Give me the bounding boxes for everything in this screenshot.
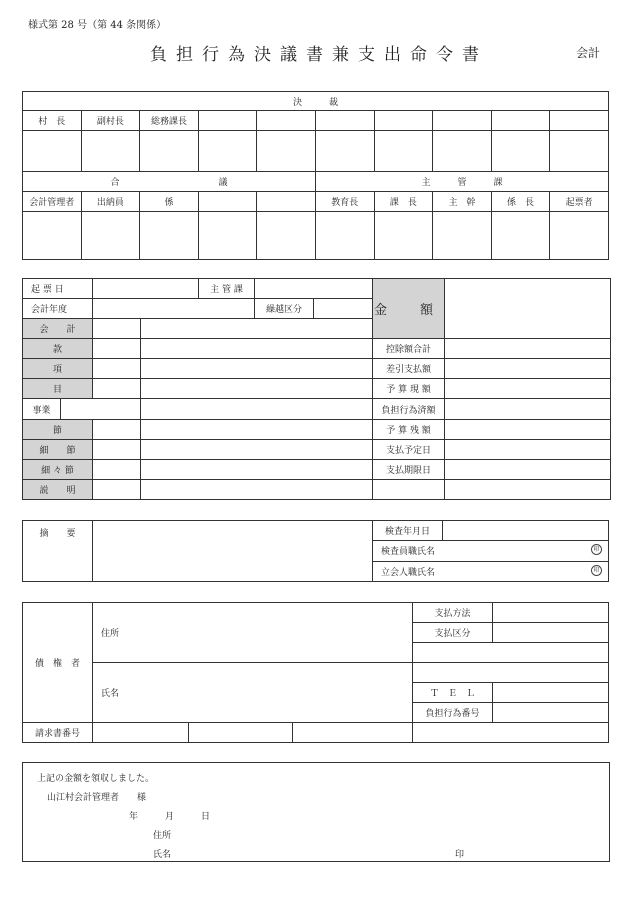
invoice-no-field[interactable] bbox=[293, 723, 413, 743]
right-label: 控除額合計 bbox=[373, 339, 445, 359]
jigyou-name[interactable] bbox=[141, 399, 373, 419]
seal-box[interactable] bbox=[81, 212, 140, 260]
seal-box[interactable] bbox=[550, 212, 609, 260]
right-label: 予 算 現 額 bbox=[373, 379, 445, 399]
moku-label: 目 bbox=[23, 379, 93, 399]
payment-method-label: 支払方法 bbox=[413, 603, 493, 623]
seal-icon: 印 bbox=[591, 544, 602, 555]
right-label: 負担行為済額 bbox=[373, 399, 445, 419]
kingaku-label: 金 額 bbox=[373, 279, 445, 339]
seal-box[interactable] bbox=[491, 212, 550, 260]
right-blank bbox=[373, 479, 445, 499]
seal-box[interactable] bbox=[257, 131, 316, 172]
kaikei-label: 会 計 bbox=[23, 319, 93, 339]
seal-icon: 印 bbox=[591, 565, 602, 576]
role-label: 主 幹 bbox=[433, 192, 492, 212]
summary-table bbox=[22, 520, 609, 582]
tekiyou-label: 摘 要 bbox=[23, 521, 93, 582]
role-label: 係 長 bbox=[491, 192, 550, 212]
right-field[interactable] bbox=[445, 359, 611, 379]
seal-box[interactable] bbox=[491, 131, 550, 172]
burden-no-field[interactable] bbox=[493, 703, 609, 723]
right-label: 支払期限日 bbox=[373, 459, 445, 479]
tel-label: Ｔ Ｅ Ｌ bbox=[413, 683, 493, 703]
seal-box[interactable] bbox=[198, 131, 257, 172]
invoice-no-label: 請求書番号 bbox=[23, 723, 93, 743]
role-label bbox=[433, 111, 492, 131]
saisetsu-label: 細 節 bbox=[23, 439, 93, 459]
kan-code[interactable] bbox=[93, 339, 141, 359]
right-label: 予 算 残 額 bbox=[373, 419, 445, 439]
right-field[interactable] bbox=[445, 379, 611, 399]
receipt-name-label: 氏名 bbox=[153, 850, 172, 860]
receipt-addressee: 山江村会計管理者 様 bbox=[47, 793, 147, 803]
seal-box[interactable] bbox=[140, 131, 199, 172]
receipt-box bbox=[22, 762, 610, 862]
right-label: 支払予定日 bbox=[373, 439, 445, 459]
payment-type-label: 支払区分 bbox=[413, 623, 493, 643]
moku-code[interactable] bbox=[93, 379, 141, 399]
kihyoubi-label: 起 票 日 bbox=[23, 279, 93, 299]
saisetsu-name[interactable] bbox=[141, 439, 373, 459]
burden-no-label: 負担行為番号 bbox=[413, 703, 493, 723]
role-label: 課 長 bbox=[374, 192, 433, 212]
right-field[interactable] bbox=[445, 419, 611, 439]
seal-box[interactable] bbox=[374, 131, 433, 172]
role-label: 村 長 bbox=[23, 111, 82, 131]
role-label bbox=[257, 192, 316, 212]
role-label: 総務課長 bbox=[140, 111, 199, 131]
kan-label: 款 bbox=[23, 339, 93, 359]
payment-type-field[interactable] bbox=[493, 623, 609, 643]
invoice-no-field[interactable] bbox=[93, 723, 189, 743]
kou-code[interactable] bbox=[93, 359, 141, 379]
receipt-date[interactable]: 年 月 日 bbox=[129, 812, 211, 822]
role-label: 係 bbox=[140, 192, 199, 212]
address-field[interactable] bbox=[93, 603, 413, 663]
role-label: 会計管理者 bbox=[23, 192, 82, 212]
right-field[interactable] bbox=[445, 459, 611, 479]
tachiai-name-label: 立会人職氏名 bbox=[381, 567, 436, 578]
kingaku-field[interactable] bbox=[445, 279, 611, 339]
right-label: 差引支払額 bbox=[373, 359, 445, 379]
kou-name[interactable] bbox=[141, 359, 373, 379]
name-label: 氏名 bbox=[101, 689, 120, 699]
shukanka-label: 主 管 課 bbox=[199, 279, 255, 299]
page-title: 負担行為決議書兼支出命令書 bbox=[150, 45, 488, 65]
creditor-blank bbox=[413, 643, 609, 663]
tekiyou-field[interactable] bbox=[93, 521, 373, 582]
kaikei-name[interactable] bbox=[141, 319, 373, 339]
form-number: 様式第 28 号（第 44 条関係） bbox=[28, 20, 167, 31]
role-label: 副村長 bbox=[81, 111, 140, 131]
role-label bbox=[315, 111, 374, 131]
right-field[interactable] bbox=[445, 479, 611, 499]
seal-box[interactable] bbox=[198, 212, 257, 260]
jigyou-code[interactable] bbox=[61, 399, 141, 419]
role-label bbox=[374, 111, 433, 131]
setsu-label: 節 bbox=[23, 419, 93, 439]
invoice-no-field[interactable] bbox=[189, 723, 293, 743]
kaikei-nendo-field[interactable] bbox=[93, 299, 255, 319]
role-label bbox=[491, 111, 550, 131]
creditor-label: 債 権 者 bbox=[23, 603, 93, 723]
seal-box[interactable] bbox=[315, 212, 374, 260]
kensa-name-label: 検査員職氏名 bbox=[381, 547, 436, 558]
kensa-name-field[interactable] bbox=[373, 541, 609, 561]
setsu-name[interactable] bbox=[141, 419, 373, 439]
kessai-header: 決 裁 bbox=[23, 92, 609, 111]
role-label: 出納員 bbox=[81, 192, 140, 212]
role-label: 起票者 bbox=[550, 192, 609, 212]
tachiai-name-field[interactable] bbox=[373, 561, 609, 581]
detail-table bbox=[22, 278, 611, 500]
seal-box[interactable] bbox=[315, 131, 374, 172]
receipt-address-label: 住所 bbox=[153, 831, 172, 841]
seal-box[interactable] bbox=[23, 212, 82, 260]
saisaisetsu-name[interactable] bbox=[141, 459, 373, 479]
kurikoshi-field[interactable] bbox=[314, 299, 373, 319]
kaikei-nendo-label: 会計年度 bbox=[23, 299, 93, 319]
kurikoshi-label: 繰越区分 bbox=[255, 299, 314, 319]
moku-name[interactable] bbox=[141, 379, 373, 399]
seal-box[interactable] bbox=[81, 131, 140, 172]
right-field[interactable] bbox=[445, 439, 611, 459]
right-field[interactable] bbox=[445, 399, 611, 419]
setsumei-code[interactable] bbox=[93, 479, 141, 499]
setsumei-label: 説 明 bbox=[23, 479, 93, 499]
address-label: 住所 bbox=[101, 629, 120, 639]
receipt-text: 上記の金額を領収しました。 bbox=[37, 774, 155, 784]
creditor-table bbox=[22, 602, 609, 743]
payment-method-field[interactable] bbox=[493, 603, 609, 623]
role-label bbox=[198, 192, 257, 212]
tel-field[interactable] bbox=[493, 683, 609, 703]
kensa-date-label: 検査年月日 bbox=[373, 521, 443, 541]
role-label bbox=[257, 111, 316, 131]
kensa-date-field[interactable] bbox=[443, 521, 609, 541]
seal-box[interactable] bbox=[23, 131, 82, 172]
shukanka-field[interactable] bbox=[255, 279, 373, 299]
receipt-seal: 印 bbox=[455, 850, 465, 860]
kihyoubi-field[interactable] bbox=[93, 279, 199, 299]
invoice-no-field[interactable] bbox=[413, 723, 609, 743]
gougi-header: 合 議 bbox=[23, 172, 316, 192]
seal-box[interactable] bbox=[433, 212, 492, 260]
saisaisetsu-code[interactable] bbox=[93, 459, 141, 479]
accounting-label: 会計 bbox=[576, 46, 601, 60]
saisaisetsu-label: 細 々 節 bbox=[23, 459, 93, 479]
approval-table bbox=[22, 91, 609, 260]
role-label bbox=[198, 111, 257, 131]
shukan-header: 主 管 課 bbox=[315, 172, 608, 192]
seal-box[interactable] bbox=[140, 212, 199, 260]
right-field[interactable] bbox=[445, 339, 611, 359]
seal-box[interactable] bbox=[257, 212, 316, 260]
seal-box[interactable] bbox=[374, 212, 433, 260]
saisetsu-code[interactable] bbox=[93, 439, 141, 459]
seal-box[interactable] bbox=[433, 131, 492, 172]
kou-label: 項 bbox=[23, 359, 93, 379]
role-label bbox=[550, 111, 609, 131]
seal-box[interactable] bbox=[550, 131, 609, 172]
role-label: 教育長 bbox=[315, 192, 374, 212]
kaikei-code[interactable] bbox=[93, 319, 141, 339]
setsumei-field[interactable] bbox=[141, 479, 373, 499]
kan-name[interactable] bbox=[141, 339, 373, 359]
setsu-code[interactable] bbox=[93, 419, 141, 439]
creditor-blank bbox=[413, 663, 609, 683]
name-field[interactable] bbox=[93, 663, 413, 723]
jigyou-label: 事業 bbox=[23, 399, 61, 419]
